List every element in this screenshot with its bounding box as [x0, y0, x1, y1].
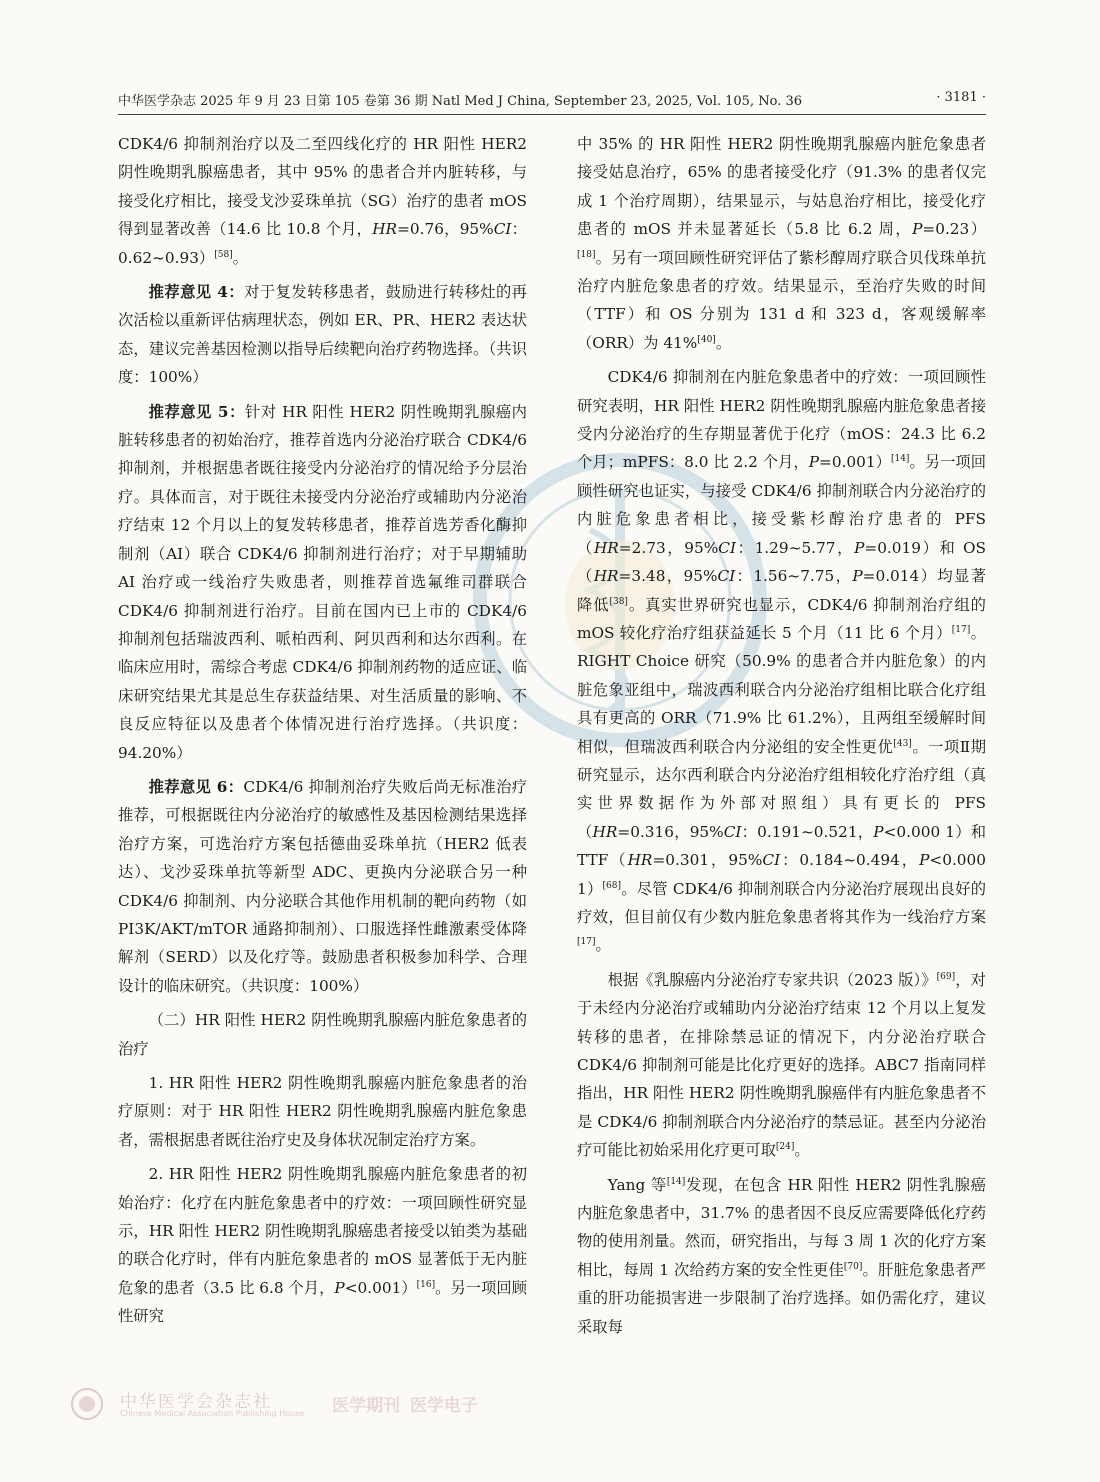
stat-symbol: P	[334, 1278, 345, 1297]
recommendation-label: 推荐意见 6：	[148, 777, 244, 796]
text-run: =0.019）和 OS（	[577, 538, 986, 586]
citation-ref: [40]	[697, 334, 716, 345]
recommendation-label: 推荐意见 5：	[148, 402, 245, 421]
text-run: ：0.184~0.494，	[780, 851, 920, 870]
text-run: ：1.29~5.77，	[736, 538, 855, 557]
text-run: 。	[232, 248, 249, 267]
text-run: <0.000 1）和 TTF（	[577, 822, 986, 870]
citation-ref: [18]	[577, 249, 596, 260]
recommendation-5	[118, 398, 527, 767]
recommendation-text: 对于复发转移患者，鼓励进行转移灶的再次活检以重新评估病理状态，例如 ER、PR、HER2 表达状态，建议完善基因检测以指导后续靶向治疗药物选择。（共识度：100%）	[118, 283, 527, 387]
citation-ref: [16]	[416, 1279, 436, 1290]
stat-symbol: HR	[593, 567, 619, 586]
paragraph	[577, 966, 986, 1165]
stat-symbol: HR	[592, 822, 618, 841]
text-run: ：0.62~0.93）	[118, 220, 527, 267]
stat-symbol: HR	[372, 220, 398, 239]
citation-ref: [17]	[577, 937, 596, 948]
paragraph	[577, 1171, 986, 1341]
text-run: ：1.56~7.75，	[735, 567, 853, 586]
publisher-name-en: Chinese Medical Association Publishing House	[120, 1409, 305, 1418]
header-divider	[118, 114, 986, 115]
paragraph	[577, 363, 986, 960]
text-run: =0.301，95%	[652, 851, 763, 870]
citation-ref: [17]	[951, 624, 971, 635]
citation-ref: [38]	[609, 596, 628, 607]
stat-symbol: P	[854, 538, 865, 557]
section-heading: （二）HR 阳性 HER2 阴性晚期乳腺癌内脏危象患者的治疗	[118, 1011, 527, 1058]
stat-symbol: CI	[762, 851, 781, 870]
text-run: =0.014）均显著降低	[577, 567, 986, 614]
stat-symbol: P	[919, 851, 930, 870]
text-run: 中 35% 的 HR 阳性 HER2 阴性晚期乳腺癌内脏危象患者接受姑息治疗，65% 的患者接受化疗（91.3% 的患者仅完成 1 个治疗周期），结果显示，与姑息治疗相比，接受化疗患者的 mOS 并未显著延长（5.8 比 6.2 周，	[577, 135, 986, 239]
publisher-seal-icon	[70, 1387, 104, 1421]
text-run: =0.001）	[819, 453, 891, 472]
text-run: =2.73，95%	[618, 538, 719, 557]
stat-symbol: HR	[593, 538, 619, 557]
text-run: ：0.191~0.521，	[741, 822, 874, 841]
paragraph	[118, 130, 527, 272]
text-run: 。另一项回顾性研究	[118, 1278, 527, 1326]
text-run: 2. HR 阳性 HER2 阴性晚期乳腺癌内脏危象患者的初始治疗：化疗在内脏危象患者中的疗效：一项回顾性研究显示，HR 阳性 HER2 阴性晚期乳腺癌患者接受以铂类为基础的联合化疗时，伴有内脏危象患者的 mOS 显著低于无内脏危象的患者（3.5 比 6.8 个月，	[118, 1165, 527, 1297]
citation-ref: [58]	[214, 249, 233, 260]
recommendation-label: 推荐意见 4：	[148, 283, 245, 302]
text-run: Yang 等	[607, 1175, 667, 1194]
recommendation-text: CDK4/6 抑制剂治疗失败后尚无标准治疗推荐，可根据既往内分泌治疗的敏感性及基因检测结果选择治疗方案，可选治疗方案包括德曲妥珠单抗（HER2 低表达）、戈沙妥珠单抗等新型 ADC、更换内分泌联合另一种 CDK4/6 抑制剂、内分泌联合其他作用机制的靶向药物（如 PI3K/AKT/mTOR 通路抑制剂）、口服选择性雌激素受体降解剂（SERD）以及化疗等。鼓励患者积极参加科学、合理设计的临床研究。（共识度：100%）	[118, 777, 527, 995]
citation-ref: [70]	[843, 1261, 863, 1272]
text-run: =0.76，95%	[397, 220, 494, 239]
stat-symbol: CI	[493, 220, 512, 239]
text-run: 发现，在包含 HR 阳性 HER2 阴性乳腺癌内脏危象患者中，31.7% 的患者因不良反应需要降低化疗药物的使用剂量。然而，研究指出，与每 3 周 1 次的化疗方案相比，每周 1 次给药方案的安全性更佳	[577, 1175, 986, 1279]
text-run: 。另有一项回顾性研究评估了紫杉醇周疗联合贝伐珠单抗治疗内脏危象患者的疗效。结果显示，至治疗失败的时间（TTF）和 OS 分别为 131 d 和 323 d，客观缓解率（ORR）为 41%	[577, 248, 986, 352]
left-column	[118, 130, 527, 1326]
stat-symbol: CI	[717, 567, 736, 586]
text-run: 。肝脏危象患者严重的肝功能损害进一步限制了治疗选择。如仍需化疗，建议采取每	[577, 1260, 986, 1336]
stat-symbol: P	[852, 567, 863, 586]
text-run: ，对于未经内分泌治疗或辅助内分泌治疗结束 12 个月以上复发转移的患者，在排除禁忌证的情况下，内分泌治疗联合 CDK4/6 抑制剂可能是比化疗更好的选择。ABC7 指南同样指出，HR 阳性 HER2 阴性晚期乳腺癌伴有内脏危象患者不是 CDK4/6 抑制剂联合内分泌治疗的禁忌证。甚至内分泌治疗可能比初始采用化疗更可取	[577, 970, 986, 1160]
text-run: 。另一项回顾性研究也证实，与接受 CDK4/6 抑制剂联合内分泌治疗的内脏危象患者相比，接受紫杉醇治疗患者的 PFS（	[577, 453, 987, 557]
stat-symbol: P	[912, 220, 923, 239]
text-run: 。RIGHT Choice 研究（50.9% 的患者合并内脏危象）的内脏危象亚组中，瑞波西利联合内分泌治疗组相比联合化疗组具有更高的 ORR（71.9% 比 61.2%），且两组至缓解时间相似，但瑞波西利联合内分泌组的安全性更优	[577, 623, 986, 756]
text-run: 根据《乳腺癌内分泌治疗专家共识（2023 版）》	[607, 970, 937, 989]
text-run: 。	[794, 1141, 810, 1160]
paragraph: 1. HR 阳性 HER2 阴性晚期乳腺癌内脏危象患者的治疗原则：对于 HR 阳性 HER2 阴性晚期乳腺癌内脏危象患者，需根据患者既往治疗史及身体状况制定治疗方案。	[118, 1074, 527, 1149]
recommendation-6	[118, 773, 527, 1000]
citation-ref: [69]	[936, 971, 956, 982]
stat-symbol: P	[873, 822, 884, 841]
text-run: 。真实世界研究也显示，CDK4/6 抑制剂治疗组的 mOS 较化疗治疗组获益延长 5 个月（11 比 6 个月）	[577, 595, 986, 642]
stat-symbol: CI	[718, 538, 736, 557]
text-run: =0.316，95%	[617, 822, 724, 841]
text-run: 。尽管 CDK4/6 抑制剂联合内分泌治疗展现出良好的疗效，但目前仅有少数内脏危象患者将其作为一线治疗方案	[577, 879, 987, 926]
running-header	[118, 90, 986, 112]
text-run: <0.001）	[344, 1278, 417, 1297]
stat-symbol: CI	[723, 822, 742, 841]
recommendation-text: 针对 HR 阳性 HER2 阴性晚期乳腺癌内脏转移患者的初始治疗，推荐首选内分泌治疗联合 CDK4/6 抑制剂，并根据患者既往接受内分泌治疗的情况给予分层治疗。具体而言，对于既往未接受内分泌治疗或辅助内分泌治疗结束 12 个月以上的复发转移患者，推荐首选芳香化酶抑制剂（AI）联合 CDK4/6 抑制剂进行治疗；对于早期辅助 AI 治疗或一线治疗失败患者，则推荐首选氟维司群联合 CDK4/6 抑制剂进行治疗。目前在国内已上市的 CDK4/6 抑制剂包括瑞波西利、哌柏西利、阿贝西利和达尔西利。在临床应用时，需综合考虑 CDK4/6 抑制剂药物的适应证、临床研究结果尤其是总生存获益结果、对生活质量的影响、不良反应特征以及患者个体情况进行治疗选择。（共识度：94.20%）	[118, 402, 527, 762]
text-run: 。	[715, 333, 732, 352]
stat-symbol: HR	[627, 851, 653, 870]
citation-ref: [14]	[890, 454, 910, 465]
app-logo-2: 医学电子	[410, 1396, 478, 1416]
text-run: 。一项Ⅱ期研究显示，达尔西利联合内分泌治疗组相较化疗治疗组（真实世界数据作为外部对照组）具有更长的 PFS（	[577, 737, 986, 841]
app-logo-1: 医学期刊	[332, 1396, 400, 1416]
citation-ref: [43]	[893, 738, 912, 749]
text-run: =3.48，95%	[618, 567, 718, 586]
citation-ref: [14]	[666, 1176, 686, 1187]
publisher-name: 中华医学会杂志社	[120, 1392, 272, 1412]
text-run: 。	[595, 936, 611, 955]
text-run: CDK4/6 抑制剂在内脏危象患者中的疗效：一项回顾性研究表明，HR 阳性 HER2 阴性晚期乳腺癌内脏危象患者接受内分泌治疗的生存期显著优于化疗（mOS：24.3 比 6.2 个月；mPFS：8.0 比 2.2 个月，	[577, 368, 986, 472]
journal-citation: 中华医学杂志 2025 年 9 月 23 日第 105 卷第 36 期 Natl Med J China, September 23, 2025, Vol. 105, No. 36	[118, 94, 802, 109]
right-column	[577, 130, 987, 1336]
text-run: CDK4/6 抑制剂治疗以及二至四线化疗的 HR 阳性 HER2 阴性晚期乳腺癌患者，其中 95% 的患者合并内脏转移，与接受化疗相比，接受戈沙妥珠单抗（SG）治疗的患者 mOS 得到显著改善（14.6 比 10.8 个月，	[118, 135, 527, 239]
citation-ref: [24]	[775, 1142, 795, 1153]
paragraph	[118, 1160, 527, 1330]
page-number: · 3181 ·	[936, 90, 986, 105]
publisher-footer	[70, 1385, 490, 1425]
stat-symbol: P	[808, 453, 819, 472]
text-run: <0.000 1）	[577, 851, 986, 898]
recommendation-4	[118, 278, 527, 392]
citation-ref: [68]	[602, 880, 621, 891]
paragraph	[577, 130, 986, 357]
text-run: =0.23）	[922, 220, 986, 239]
